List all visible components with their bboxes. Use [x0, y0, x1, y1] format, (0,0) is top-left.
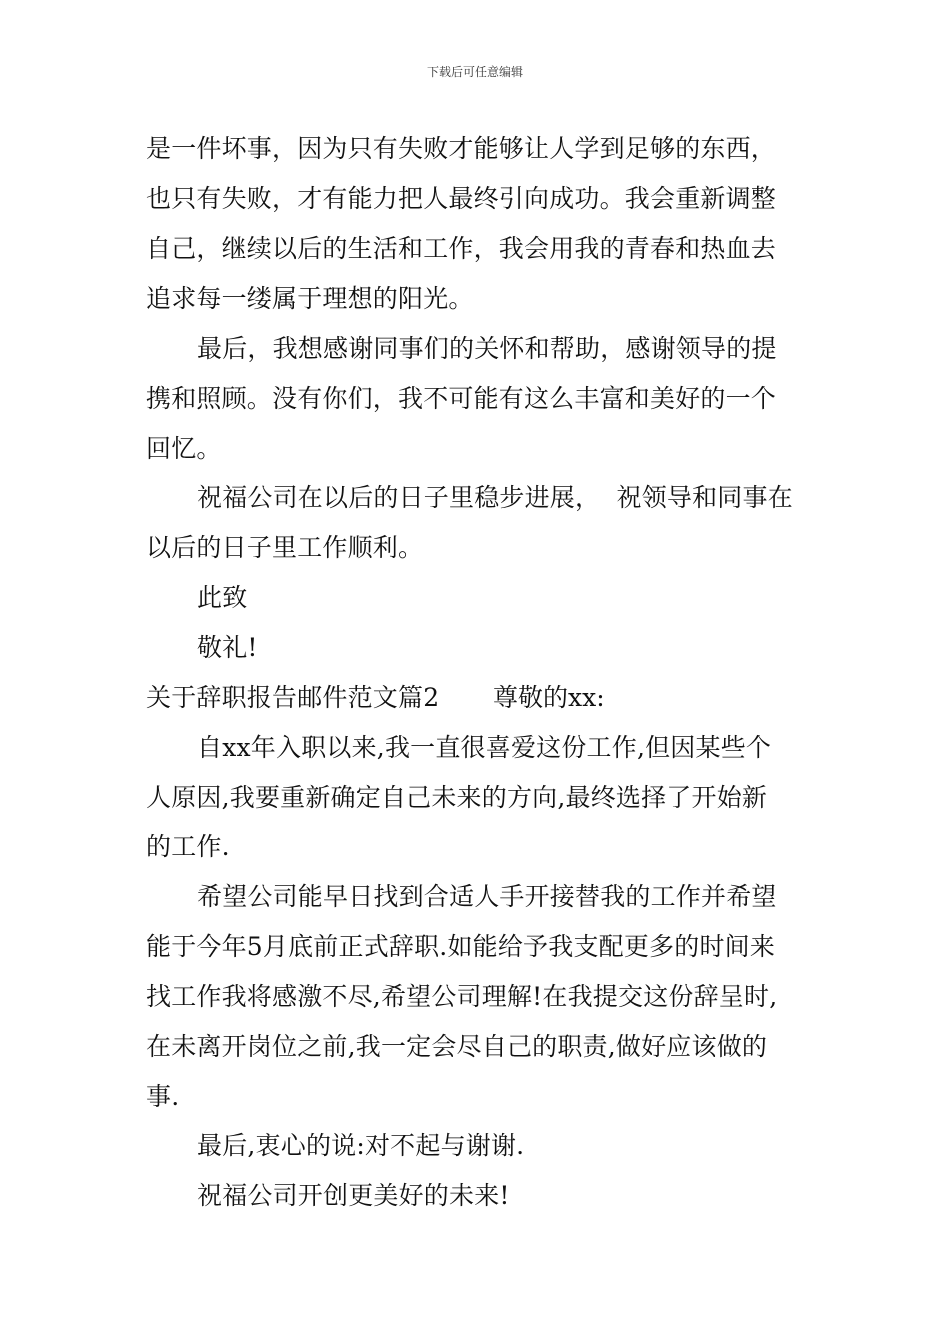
paragraph-line: 是一件坏事，因为只有失败才能够让人学到足够的东西， [146, 134, 777, 163]
salutation: 尊敬的xx: [493, 683, 605, 712]
paragraph-line: 自xx年入职以来,我一直很喜爱这份工作,但因某些个 [197, 733, 772, 762]
paragraph-line: 的工作. [146, 832, 230, 861]
closing-line: 此致 [197, 583, 248, 612]
paragraph-line: 追求每一缕属于理想的阳光。 [146, 284, 474, 313]
paragraph-line: 也只有失败，才有能力把人最终引向成功。我会重新调整 [146, 184, 777, 213]
paragraph-line: 能于今年5月底前正式辞职.如能给予我支配更多的时间来 [146, 932, 776, 961]
page-header: 下载后可任意编辑 [426, 65, 523, 79]
paragraph-line: 最后,衷心的说:对不起与谢谢. [197, 1131, 525, 1160]
paragraph-line: 找工作我将感激不尽,希望公司理解!在我提交这份辞呈时, [146, 982, 778, 1011]
paragraph-line: 回忆。 [146, 434, 222, 463]
paragraph-line: 最后，我想感谢同事们的关怀和帮助，感谢领导的提 [197, 334, 777, 363]
closing-line: 敬礼! [197, 633, 258, 662]
paragraph-line: 人原因,我要重新确定自己未来的方向,最终选择了开始新 [146, 783, 768, 812]
paragraph-line: 事. [146, 1082, 180, 1111]
paragraph-line: 祝福公司开创更美好的未来! [197, 1181, 510, 1210]
paragraph-line: 希望公司能早日找到合适人手开接替我的工作并希望 [197, 882, 777, 911]
paragraph-line: 以后的日子里工作顺利。 [146, 533, 424, 562]
section-title: 关于辞职报告邮件范文篇2 [146, 683, 440, 712]
paragraph-line: 在未离开岗位之前,我一定会尽自己的职责,做好应该做的 [146, 1032, 768, 1061]
paragraph-line: 自己，继续以后的生活和工作，我会用我的青春和热血去 [146, 234, 777, 263]
paragraph-line: 携和照顾。没有你们，我不可能有这么丰富和美好的一个 [146, 384, 777, 413]
paragraph-line: 祝福公司在以后的日子里稳步进展， 祝领导和同事在 [197, 483, 793, 512]
